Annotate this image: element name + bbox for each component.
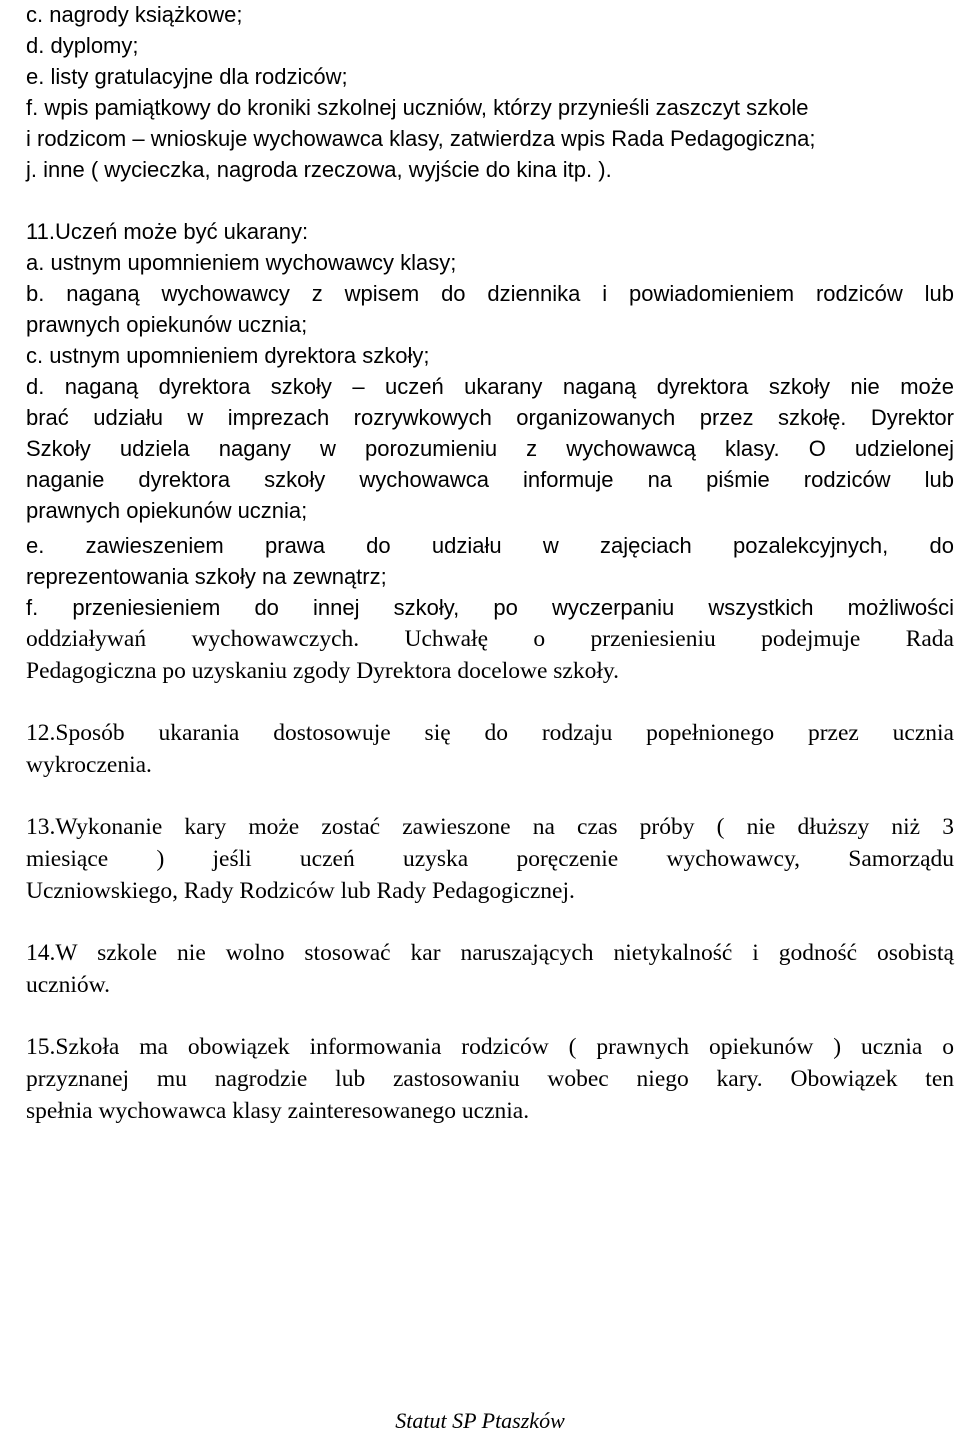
penalty-item-c: c. ustnym upomnieniem dyrektora szkoły;: [26, 343, 430, 368]
penalty-item-b: b. naganą wychowawcy z wpisem do dziennika i powiadomieniem rodziców lub: [26, 281, 954, 306]
penalty-item-d-line-5: prawnych opiekunów ucznia;: [26, 498, 308, 523]
section-14-continued: uczniów.: [26, 972, 110, 998]
penalty-item-e-continued: reprezentowania szkoły na zewnątrz;: [26, 564, 387, 589]
section-15-line-3: spełnia wychowawca klasy zainteresowanego ucznia.: [26, 1098, 530, 1124]
penalty-item-b-continued: prawnych opiekunów ucznia;: [26, 312, 308, 337]
section-15: 15.Szkoła ma obowiązek informowania rodziców ( prawnych opiekunów ) ucznia o: [26, 1034, 954, 1060]
section-15-line-2: przyznanej mu nagrodzie lub zastosowaniu wobec niego kary. Obowiązek ten: [26, 1066, 954, 1092]
section-13-line-2: miesiące ) jeśli uczeń uzyska poręczenie wychowawcy, Samorządu: [26, 846, 954, 872]
section-13: 13.Wykonanie kary może zostać zawieszone na czas próby ( nie dłuższy niż 3: [26, 814, 954, 840]
award-item-j: j. inne ( wycieczka, nagroda rzeczowa, wyjście do kina itp. ).: [26, 157, 612, 182]
penalty-item-d-line-4: naganie dyrektora szkoły wychowawca informuje na piśmie rodziców lub: [26, 467, 954, 492]
penalty-item-f-line-3: Pedagogiczna po uzyskaniu zgody Dyrektora docelowe szkoły.: [26, 658, 619, 684]
penalty-item-e: e. zawieszeniem prawa do udziału w zajęciach pozalekcyjnych, do: [26, 533, 954, 558]
section-12: 12.Sposób ukarania dostosowuje się do rodzaju popełnionego przez ucznia: [26, 720, 954, 746]
section-12-continued: wykroczenia.: [26, 752, 152, 778]
award-item-c: c. nagrody książkowe;: [26, 2, 243, 27]
penalty-item-d-line-2: brać udziału w imprezach rozrywkowych organizowanych przez szkołę. Dyrektor: [26, 405, 954, 430]
award-item-e: e. listy gratulacyjne dla rodziców;: [26, 64, 348, 89]
award-item-d: d. dyplomy;: [26, 33, 139, 58]
penalty-item-f-line-2: oddziaływań wychowawczych. Uchwałę o przeniesieniu podejmuje Rada: [26, 626, 954, 652]
penalty-item-d: d. naganą dyrektora szkoły – uczeń ukarany naganą dyrektora szkoły nie może: [26, 374, 954, 399]
section-13-line-3: Uczniowskiego, Rady Rodziców lub Rady Pedagogicznej.: [26, 878, 575, 904]
page-footer: Statut SP Ptaszków: [395, 1408, 565, 1433]
section-14: 14.W szkole nie wolno stosować kar naruszających nietykalność i godność osobistą: [26, 940, 954, 966]
section-11-heading: 11.Uczeń może być ukarany:: [26, 219, 309, 244]
penalty-item-a: a. ustnym upomnieniem wychowawcy klasy;: [26, 250, 457, 275]
penalty-item-f: f. przeniesieniem do innej szkoły, po wyczerpaniu wszystkich możliwości: [26, 595, 954, 620]
penalty-item-d-line-3: Szkoły udziela nagany w porozumieniu z wychowawcą klasy. O udzielonej: [26, 436, 954, 461]
award-item-f-continued: i rodzicom – wnioskuje wychowawca klasy, zatwierdza wpis Rada Pedagogiczna;: [26, 126, 816, 151]
award-item-f: f. wpis pamiątkowy do kroniki szkolnej uczniów, którzy przynieśli zaszczyt szkole: [26, 95, 809, 120]
